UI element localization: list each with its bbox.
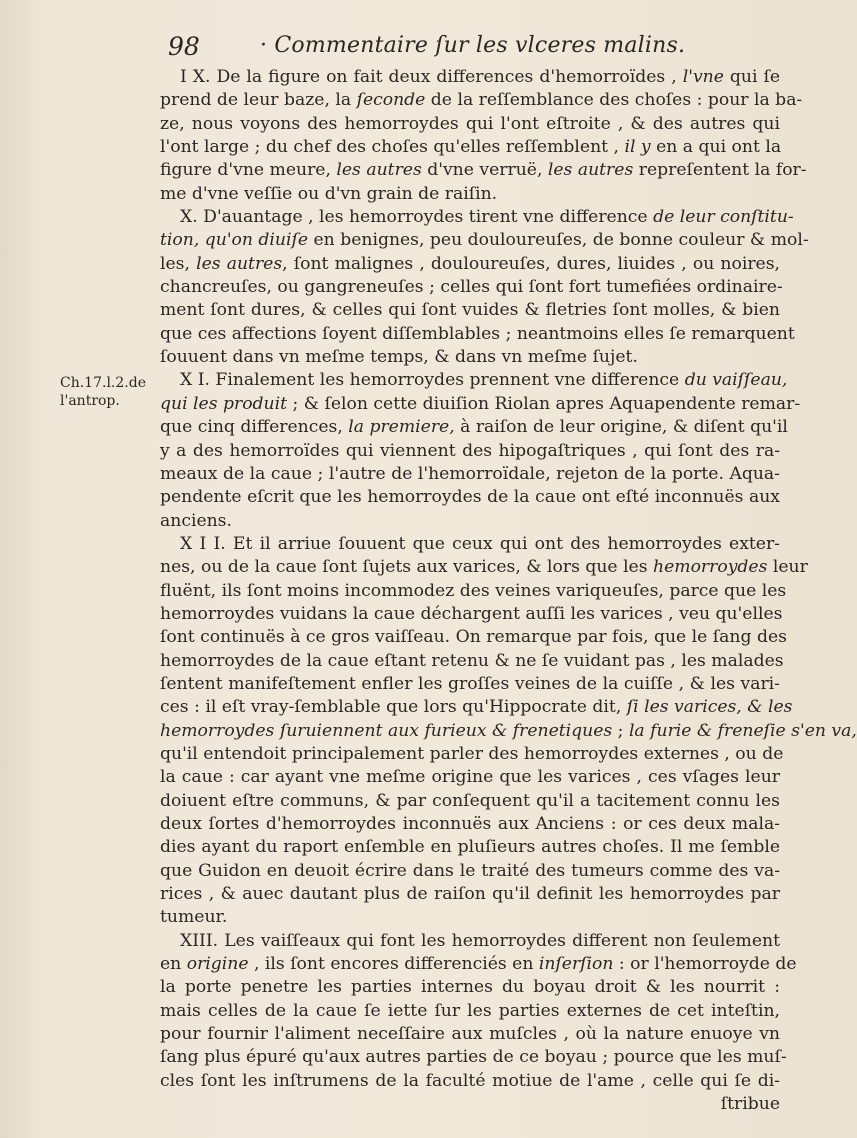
text-segment: ſtribue bbox=[720, 1094, 780, 1115]
text-segment: repreſentent la for- bbox=[633, 160, 807, 181]
text-line bbox=[160, 720, 857, 743]
text-line bbox=[160, 836, 780, 859]
page-header bbox=[160, 30, 780, 64]
text-segment: , ils ſont encores differenciés en bbox=[248, 954, 539, 975]
text-segment: d'vne verruë, bbox=[421, 160, 548, 181]
italic-text: la premiere, bbox=[348, 417, 455, 438]
text-segment: deux ſortes d'hemorroydes inconnuës aux Anciens : or ces deux mala- bbox=[160, 814, 780, 834]
text-segment: XIII. Les vaiſſeaux qui font les hemorroydes different non ſeulement bbox=[180, 930, 780, 951]
text-segment: anciens. bbox=[160, 510, 232, 531]
italic-text: il y bbox=[624, 137, 651, 158]
text-segment: mais celles de la caue ſe iette ſur les parties externes de cet inteſtin, bbox=[160, 1000, 780, 1021]
text-line bbox=[160, 323, 795, 346]
text-line bbox=[160, 906, 780, 929]
text-segment: hemorroydes vuidans la caue déchargent auſſi les varices , veu qu'elles bbox=[160, 603, 783, 624]
text-line bbox=[160, 276, 783, 299]
text-segment: leur bbox=[767, 557, 808, 578]
text-line bbox=[160, 766, 780, 789]
text-segment: tumeur. bbox=[160, 907, 228, 928]
text-line bbox=[160, 1093, 780, 1116]
text-line bbox=[160, 416, 788, 439]
text-segment: en bbox=[160, 954, 187, 975]
text-line bbox=[160, 393, 801, 416]
text-line bbox=[160, 1046, 787, 1069]
text-segment: la caue : car ayant vne meſme origine que les varices , ces vſages leur bbox=[160, 767, 780, 788]
text-segment: ; & ſelon cette diuiſion Riolan apres Aquapendente remar- bbox=[287, 393, 801, 414]
text-line bbox=[160, 136, 780, 159]
text-line bbox=[160, 206, 794, 229]
italic-text: hemorroydes bbox=[653, 557, 768, 578]
text-segment: cles ſont les inſtrumens de la faculté motiue de l'ame , celle qui ſe di- bbox=[160, 1070, 780, 1091]
text-segment: pour fournir l'aliment neceſſaire aux muſcles , où la nature enuoye vn bbox=[160, 1024, 780, 1045]
text-segment: l'ont large ; du chef des choſes qu'elles reſſemblent , bbox=[160, 137, 625, 158]
text-segment: ſang plus épuré qu'aux autres parties de ce boyau ; pource que les muſ- bbox=[160, 1047, 787, 1068]
text-line bbox=[160, 580, 787, 603]
margin-note-line: Ch.17.l.2.de bbox=[60, 375, 146, 391]
text-segment: en benignes, peu douloureuſes, de bonne couleur & mol- bbox=[308, 230, 809, 251]
text-segment: ces : il eſt vray-ſemblable que lors qu'Hippocrate dit, bbox=[160, 697, 627, 718]
text-segment: que Guidon en deuoit écrire dans le traité des tumeurs comme des va- bbox=[160, 860, 780, 881]
text-segment: rices , & auec dautant plus de raiſon qu'il definit les hemorroydes par bbox=[160, 884, 780, 905]
text-segment: figure d'vne meure, bbox=[160, 160, 337, 181]
text-line bbox=[160, 1023, 780, 1046]
margin-note-line: l'antrop. bbox=[60, 393, 120, 409]
text-line bbox=[160, 930, 780, 953]
text-segment: ment ſont dures, & celles qui ſont vuides & fletries ſont molles, & bien bbox=[160, 300, 780, 321]
text-segment: que ces affections ſoyent diſſemblables ; neantmoins elles ſe remarquent bbox=[160, 323, 795, 344]
text-segment: que cinq differences, bbox=[160, 417, 349, 438]
text-segment: : or l'hemorroyde de bbox=[613, 954, 797, 975]
text-line bbox=[160, 813, 780, 836]
text-segment: en a qui ont la bbox=[650, 137, 782, 158]
italic-text: les autres bbox=[196, 253, 283, 274]
text-segment: X I I. Et il arriue ſouuent que ceux qui ont des hemorroydes exter- bbox=[180, 533, 780, 554]
text-segment: ; bbox=[612, 720, 629, 741]
text-segment: ſentent manifeſtement enfler les groſſes veines de la cuiſſe , & les vari- bbox=[160, 673, 780, 694]
italic-text: du vaiſſeau, bbox=[684, 370, 788, 391]
text-segment: de la reſſemblance des choſes : pour la ba- bbox=[425, 90, 803, 111]
italic-text: la furie & freneſie s'en va, bbox=[628, 720, 857, 741]
text-line bbox=[160, 1000, 780, 1023]
italic-text: l'vne bbox=[682, 67, 724, 87]
text-segment: la porte penetre les parties internes du boyau droit & les nourrit : bbox=[160, 977, 780, 998]
italic-text: de leur conſtitu- bbox=[653, 207, 794, 228]
text-line bbox=[160, 89, 803, 112]
text-segment: y a des hemorroïdes qui viennent des hipogaſtriques , qui ſont des ra- bbox=[160, 440, 780, 461]
text-line bbox=[160, 790, 780, 813]
text-line bbox=[160, 650, 784, 673]
text-segment: ſont continuës à ce gros vaiſſeau. On remarque par fois, que le ſang des bbox=[160, 627, 787, 648]
text-segment: , ſont malignes , douloureuſes, dures, liuides , ou noires, bbox=[282, 253, 780, 274]
text-segment: fluënt, ils ſont moins incommodez des veines variqueuſes, parce que les bbox=[160, 580, 787, 601]
text-segment: les, bbox=[160, 253, 197, 274]
italic-text: inſerſion bbox=[538, 954, 614, 975]
text-segment: me d'vne veſſie ou d'vn grain de raiſin. bbox=[160, 183, 498, 204]
text-segment: doiuent eſtre communs, & par conſequent qu'il a tacitement connu les bbox=[160, 790, 780, 811]
text-line bbox=[160, 253, 780, 276]
italic-text: origine bbox=[186, 954, 249, 975]
text-segment: hemorroydes de la caue eſtant retenu & ne ſe vuidant pas , les malades bbox=[160, 650, 784, 671]
text-segment: prend de leur baze, la bbox=[160, 90, 357, 111]
text-line bbox=[160, 743, 784, 766]
text-segment: meaux de la caue ; l'autre de l'hemorroïdale, rejeton de la porte. Aqua- bbox=[160, 463, 780, 484]
body-text bbox=[160, 66, 857, 1116]
italic-text: ſi les varices, & les bbox=[626, 697, 793, 718]
text-line bbox=[160, 883, 780, 906]
text-segment: dies ayant du raport enſemble en pluſieurs autres choſes. Il me ſemble bbox=[160, 837, 780, 858]
text-line bbox=[160, 510, 780, 533]
text-segment: ſouuent dans vn meſme temps, & dans vn meſme ſujet. bbox=[160, 347, 638, 368]
text-line bbox=[160, 626, 787, 649]
text-line bbox=[160, 556, 808, 579]
page-number: 98 bbox=[168, 32, 200, 61]
text-segment: ze, nous voyons des hemorroydes qui l'ont eſtroite , & des autres qui bbox=[160, 113, 780, 134]
text-line bbox=[160, 113, 780, 136]
italic-text: tion, qu'on diuiſe bbox=[160, 230, 309, 251]
margin-note bbox=[60, 374, 160, 410]
italic-text: les autres bbox=[547, 160, 634, 181]
text-line bbox=[160, 976, 780, 999]
text-segment: qu'il entendoit principalement parler des hemorroydes externes , ou de bbox=[160, 743, 784, 764]
text-segment: qui ſe bbox=[723, 67, 780, 87]
text-line bbox=[160, 66, 780, 89]
text-line bbox=[160, 696, 793, 719]
text-segment: nes, ou de la caue ſont ſujets aux varices, & lors que les bbox=[160, 557, 654, 578]
text-line bbox=[160, 299, 780, 322]
text-segment: pendente eſcrit que les hemorroydes de la caue ont eſté inconnuës aux bbox=[160, 487, 780, 508]
text-line bbox=[160, 440, 780, 463]
text-line bbox=[160, 183, 780, 206]
running-head: · Commentaire ſur les vlceres malins. bbox=[260, 33, 686, 58]
text-line bbox=[160, 860, 780, 883]
text-line bbox=[160, 486, 780, 509]
text-line bbox=[160, 953, 797, 976]
italic-text: ſeconde bbox=[356, 90, 426, 111]
text-segment: à raiſon de leur origine, & diſent qu'il bbox=[454, 417, 788, 438]
italic-text: hemorroydes ſuruiennent aux furieux & frenetiques bbox=[160, 720, 613, 741]
text-line bbox=[160, 673, 780, 696]
italic-text: les autres bbox=[336, 160, 422, 181]
text-line bbox=[160, 533, 780, 556]
text-line bbox=[160, 159, 807, 182]
text-segment: X I. Finalement les hemorroydes prennent vne difference bbox=[180, 370, 685, 391]
text-line bbox=[160, 1070, 780, 1093]
text-line bbox=[160, 603, 783, 626]
text-segment: chancreuſes, ou gangreneuſes ; celles qui ſont fort tumefiées ordinaire- bbox=[160, 277, 783, 298]
italic-text: qui les produit bbox=[160, 393, 288, 414]
text-line bbox=[160, 463, 780, 486]
text-segment: I X. De la figure on fait deux differences d'hemorroïdes , bbox=[180, 67, 683, 87]
text-line bbox=[160, 369, 788, 392]
text-line bbox=[160, 346, 780, 369]
text-line bbox=[160, 229, 809, 252]
text-segment: X. D'auantage , les hemorroydes tirent vne difference bbox=[180, 207, 654, 228]
